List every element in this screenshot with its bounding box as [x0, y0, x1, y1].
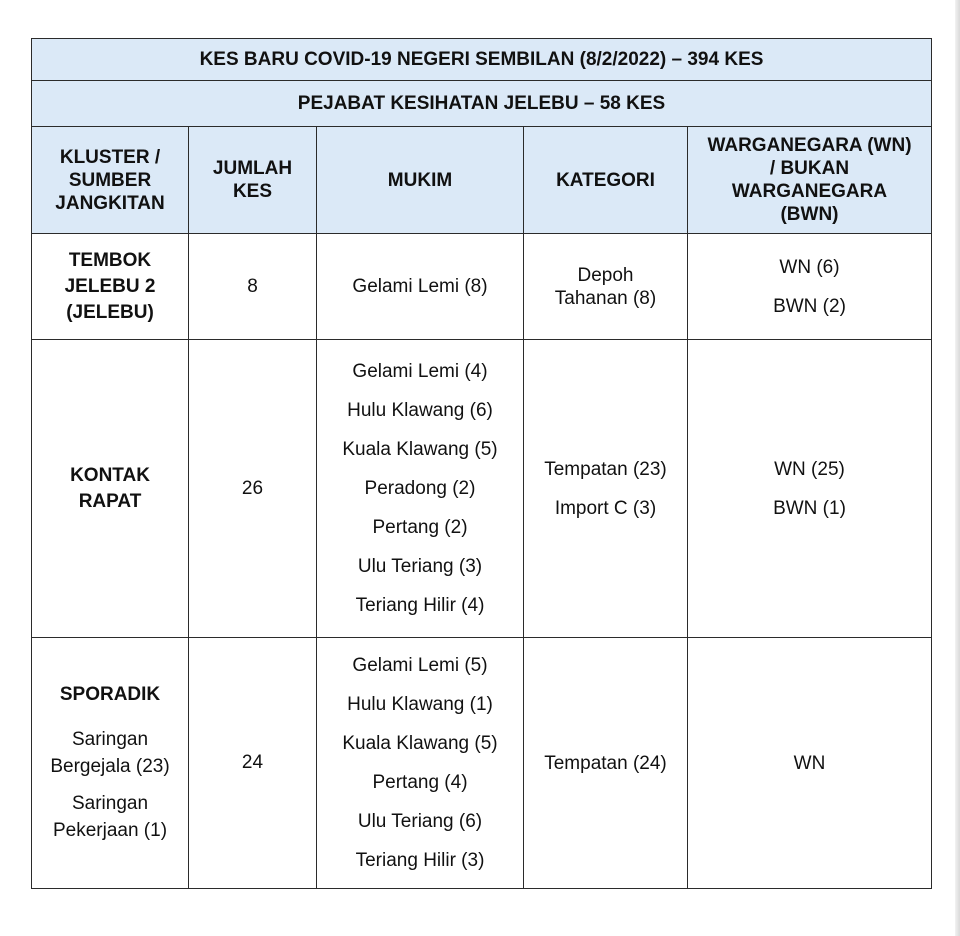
warga-item: BWN (1) — [773, 497, 846, 519]
table-title-row — [32, 39, 932, 81]
header-kategori: KATEGORI — [524, 127, 688, 234]
mukim-item: Ulu Teriang (6) — [357, 811, 483, 832]
table-row — [32, 340, 932, 638]
table-title: KES BARU COVID-19 NEGERI SEMBILAN (8/2/2022) – 394 KES — [32, 39, 932, 81]
table-subtitle: PEJABAT KESIHATAN JELEBU – 58 KES — [32, 81, 932, 127]
covid-cases-table — [31, 38, 932, 889]
column-header-row — [32, 127, 932, 234]
cluster-line: RAPAT — [78, 490, 142, 512]
cluster-sub-line: Saringan — [71, 793, 149, 814]
kategori-item: Depoh — [577, 264, 634, 286]
cluster-line: (JELEBU) — [66, 301, 154, 323]
cluster-line: JELEBU 2 — [64, 275, 156, 297]
mukim-cell — [317, 340, 524, 638]
warga-item: BWN (2) — [773, 295, 846, 317]
cluster-cell — [32, 234, 189, 340]
header-warga-line: WARGANEGARA — [731, 181, 888, 202]
mukim-item: Hulu Klawang (1) — [347, 694, 493, 715]
kategori-cell — [524, 234, 688, 340]
header-mukim: MUKIM — [317, 127, 524, 234]
mukim-item: Peradong (2) — [364, 478, 476, 499]
mukim-item: Kuala Klawang (5) — [342, 439, 498, 460]
mukim-item: Ulu Teriang (3) — [357, 556, 483, 577]
mukim-item: Gelami Lemi (4) — [352, 361, 488, 382]
header-warga-line: (BWN) — [780, 204, 839, 225]
header-cluster-line: JANGKITAN — [55, 192, 165, 214]
kategori-item: Tempatan (24) — [544, 752, 667, 774]
header-jumlah-line: KES — [232, 181, 273, 202]
warga-item: WN (6) — [779, 256, 840, 278]
mukim-cell — [317, 234, 524, 340]
mukim-item: Gelami Lemi (5) — [352, 655, 488, 676]
cluster-line: KONTAK — [70, 464, 150, 486]
kategori-item: Tempatan (23) — [544, 458, 667, 480]
header-warga-line: WARGANEGARA (WN) — [707, 135, 912, 156]
cluster-sub-line: Saringan — [71, 729, 149, 750]
table-row — [32, 234, 932, 340]
cluster-line: SPORADIK — [59, 684, 161, 705]
mukim-item: Teriang Hilir (4) — [355, 595, 485, 616]
jumlah-cell: 26 — [189, 340, 317, 638]
mukim-item: Teriang Hilir (3) — [355, 850, 485, 871]
warga-cell — [688, 638, 932, 889]
mukim-item: Pertang (4) — [372, 772, 468, 793]
cluster-cell — [32, 638, 189, 889]
kategori-item: Tahanan (8) — [554, 287, 657, 309]
jumlah-cell: 24 — [189, 638, 317, 889]
header-jumlah — [189, 127, 317, 234]
warga-cell — [688, 234, 932, 340]
header-cluster-line: SUMBER — [68, 169, 152, 191]
mukim-item: Gelami Lemi (8) — [352, 276, 488, 297]
kategori-cell — [524, 638, 688, 889]
mukim-item: Kuala Klawang (5) — [342, 733, 498, 754]
header-cluster-line: KLUSTER / — [59, 146, 161, 168]
header-warga-line: / BUKAN — [769, 158, 850, 179]
header-cluster — [32, 127, 189, 234]
header-warga — [688, 127, 932, 234]
warga-item: WN — [793, 752, 826, 774]
cluster-sub-line: Pekerjaan (1) — [52, 820, 168, 841]
mukim-cell — [317, 638, 524, 889]
warga-item: WN (25) — [774, 458, 845, 480]
kategori-cell — [524, 340, 688, 638]
cluster-sub-line: Bergejala (23) — [50, 756, 170, 777]
cluster-line: TEMBOK — [68, 249, 152, 271]
header-jumlah-line: JUMLAH — [212, 158, 293, 179]
mukim-item: Pertang (2) — [372, 517, 468, 538]
warga-cell — [688, 340, 932, 638]
table-row — [32, 638, 932, 889]
page-edge-shadow — [955, 0, 960, 936]
jumlah-cell: 8 — [189, 234, 317, 340]
kategori-item: Import C (3) — [554, 497, 657, 519]
cluster-cell — [32, 340, 189, 638]
mukim-item: Hulu Klawang (6) — [347, 400, 493, 421]
table-subtitle-row — [32, 81, 932, 127]
